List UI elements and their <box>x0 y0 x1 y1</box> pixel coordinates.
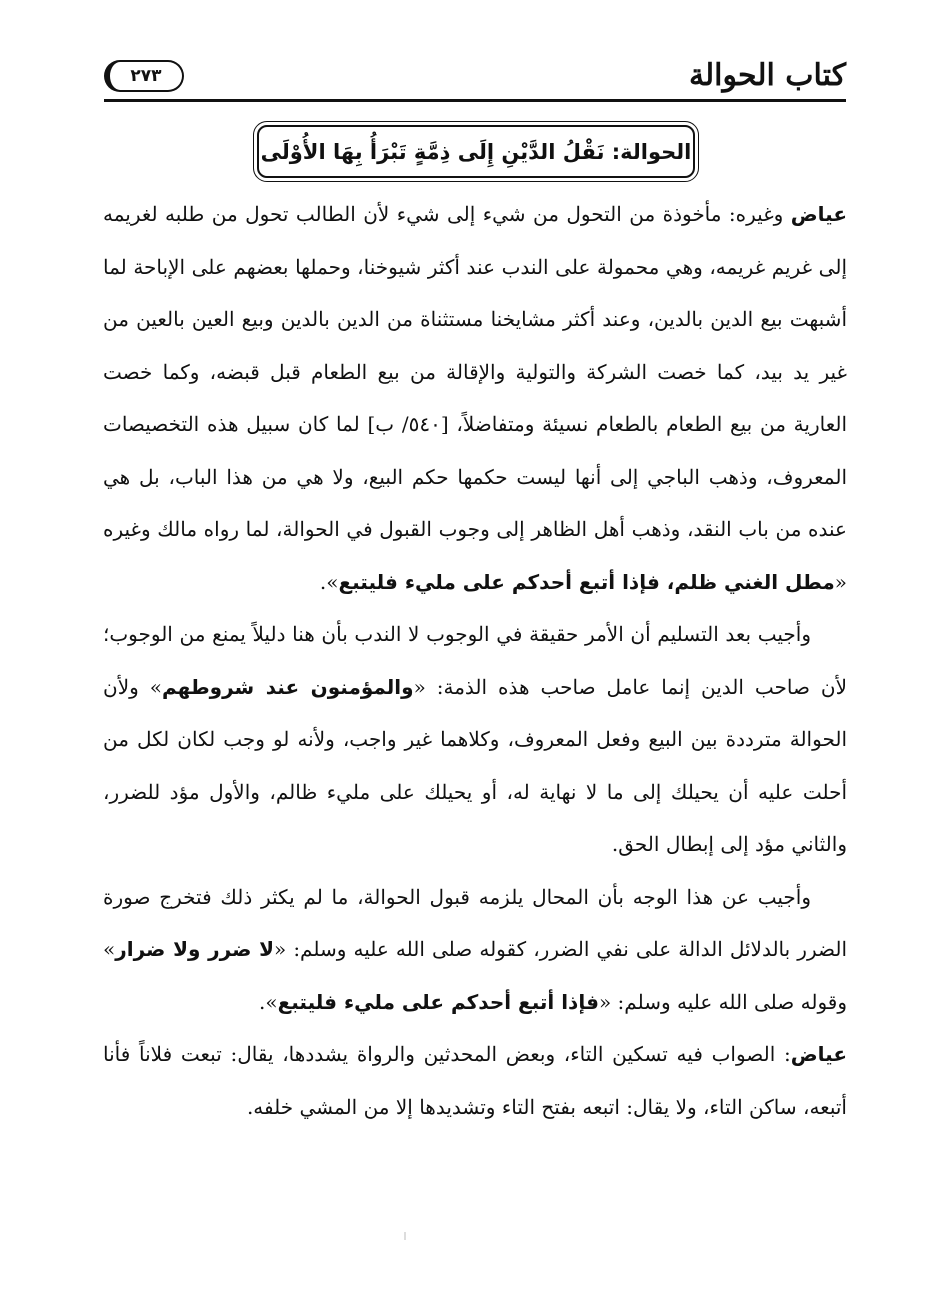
book-title: كتاب الحوالة <box>688 58 846 93</box>
hadith-quote: مطل الغني ظلم، فإذا أتبع أحدكم على مليء فليتبع <box>338 569 835 594</box>
hadith-quote: والمؤمنون عند شروطهم <box>161 674 414 699</box>
hadith-quote: فإذا أتبع أحدكم على مليء فليتبع <box>277 989 599 1014</box>
paragraph-4 <box>103 1028 847 1133</box>
header-divider <box>104 99 846 102</box>
running-header <box>104 56 846 102</box>
paragraph-text: : الصواب فيه تسكين التاء، وبعض المحدثين والرواة يشددها، يقال: تبعت فلاناً فأنا أتبعه، ساكن التاء، ولا يقال: اتبعه بفتح التاء وتشديدها إلا من المشي خلفه. <box>103 1042 847 1119</box>
paragraph-1 <box>103 188 847 608</box>
hadith-quote: لا ضرر ولا ضرار <box>115 937 274 961</box>
body-text <box>103 188 847 1133</box>
author-name: عياض <box>790 1042 847 1066</box>
author-name: عياض <box>790 202 847 226</box>
paragraph-2 <box>103 608 847 871</box>
paragraph-3 <box>103 871 847 1029</box>
paragraph-text: ». <box>319 569 339 594</box>
paragraph-text: وأجيب عن هذا الوجه بأن المحال يلزمه قبول الحوالة، ما لم يكثر ذلك فتخرج صورة الضرر بالدلائل الدالة على نفي الضرر، كقوله صلى الله عليه وسلم: « <box>103 884 847 961</box>
paragraph-text: ». <box>258 989 278 1014</box>
chapter-heading <box>257 125 695 178</box>
chapter-heading-lead: الحوالة: <box>611 139 692 164</box>
chapter-heading-title: نَقْلُ الدَّيْنِ إِلَى ذِمَّةٍ تَبْرَأُ بِهَا الأُوْلَى <box>260 139 605 164</box>
paragraph-text: » وقوله صلى الله عليه وسلم: « <box>103 937 847 1014</box>
paragraph-text: وغيره: مأخوذة من التحول من شيء إلى شيء لأن الطالب تحول من طلبه لغريمه إلى غريم غريمه، وهي محمولة على الندب عند أكثر شيوخنا، وحملها بعضهم على الإباحة لما أشبهت بيع الدين بالدين، وعند أكثر مشايخنا مستثناة من الدين بالدين وبيع العين بالعين من غير يد بيد، كما خصت الشركة والتولية والإقالة من بيع الطعام قبل قبضه، وكما خصت العارية من بيع الطعام بالطعام نسيئة ومتفاضلاً، [٥٤٠/ ب] لما كان سبيل هذه التخصيصات المعروف، وذهب الباجي إلى أنها ليست حكمها حكم البيع، ولا هي من هذا الباب، بل هي عنده من باب النقد، وذهب أهل الظاهر إلى وجوب القبول في الحوالة، لما رواه مالك وغيره « <box>103 202 848 594</box>
scan-mark <box>404 1232 406 1240</box>
paragraph-text: » ولأن الحوالة مترددة بين البيع وفعل المعروف، وكلاهما غير واجب، ولأنه لو وجب لكان لكل من أحلت عليه أن يحيلك إلى ما لا نهاية له، أو يحيلك على مليء ظالم، والأول مؤد للضرر، والثاني مؤد إلى إبطال الحق. <box>103 674 847 856</box>
paragraph-text: وأجيب بعد التسليم أن الأمر حقيقة في الوجوب لا الندب بأن هنا دليلاً يمنع من الوجوب؛ لأن صاحب الدين إنما عامل صاحب هذه الذمة: « <box>103 622 847 699</box>
page-number: ٢٧٣ <box>104 60 184 92</box>
